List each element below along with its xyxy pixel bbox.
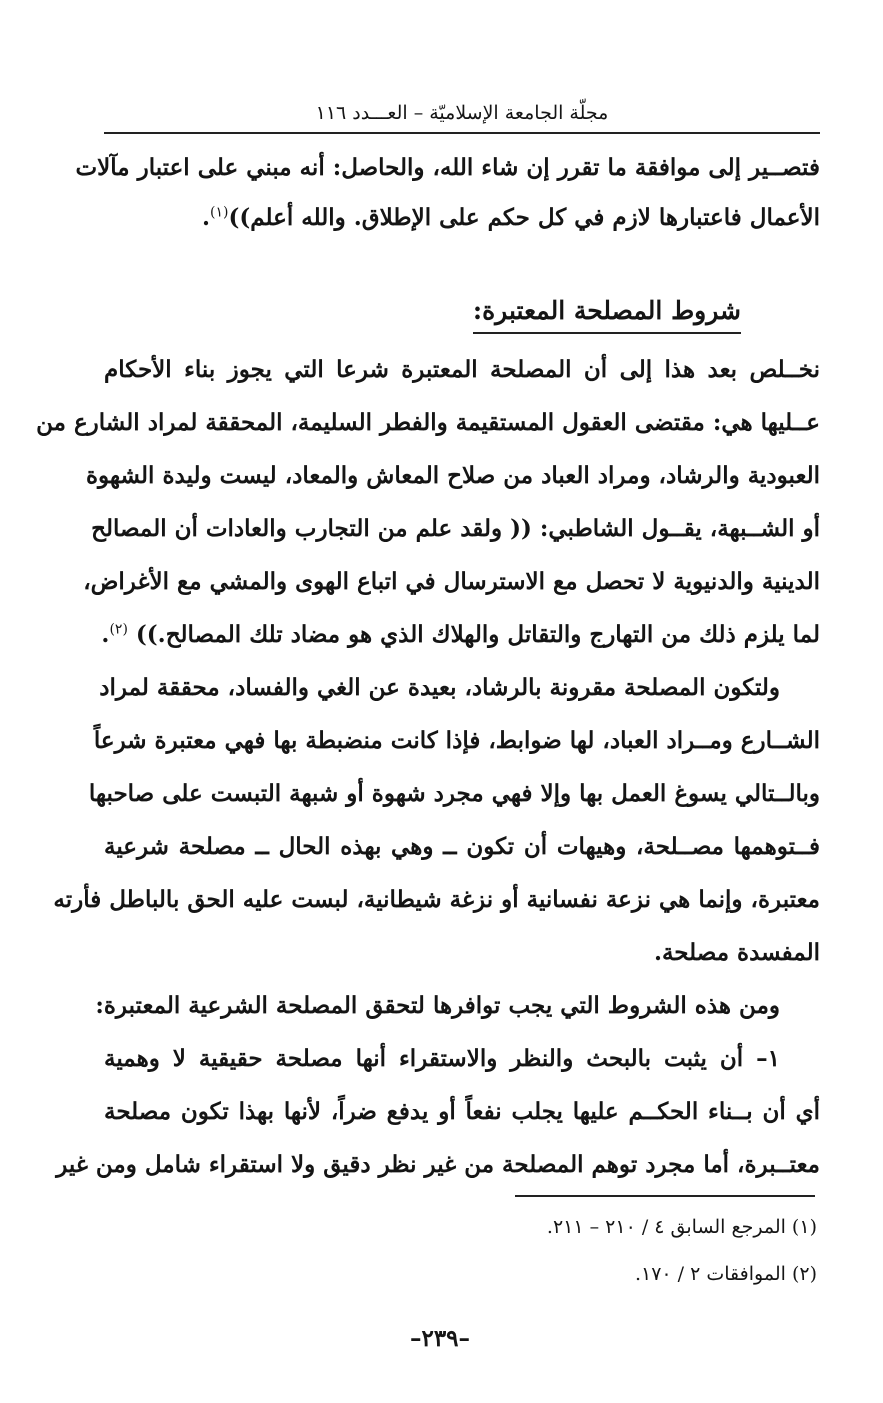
- list-item-line: معتــبرة، أما مجرد توهم المصلحة من غير نظر دقيق ولا استقراء شامل ومن غير: [56, 1151, 820, 1178]
- list-item-line: ١– أن يثبت بالبحث والنظر والاستقراء أنها مصلحة حقيقية لا وهمية: [104, 1045, 780, 1072]
- body-line: أو الشــبهة، يقــول الشاطبي: (( ولقد علم من التجارب والعادات أن المصالح: [91, 515, 820, 542]
- header-divider: [104, 132, 820, 134]
- list-item-line: أي أن بــناء الحكــم عليها يجلب نفعاً أو يدفع ضراً، لأنها بهذا تكون مصلحة: [104, 1098, 820, 1125]
- body-line-text: الأعمال فاعتبارها لازم في كل حكم على الإطلاق. والله أعلم)): [228, 204, 820, 231]
- section-heading: شروط المصلحة المعتبرة:: [473, 290, 741, 334]
- body-line: فتصــير إلى موافقة ما تقرر إن شاء الله، والحاصل: أنه مبني على اعتبار مآلات: [75, 154, 820, 181]
- body-line-with-note: [101, 610, 820, 660]
- sentence-end: .: [101, 621, 110, 648]
- body-line: معتبرة، وإنما هي نزعة نفسانية أو نزغة شيطانية، لبست عليه الحق بالباطل فأرته: [53, 886, 820, 913]
- footnote-ref: (١): [209, 204, 229, 221]
- footnote-divider: [515, 1195, 815, 1197]
- list-intro: ومن هذه الشروط التي يجب توافرها لتحقق المصلحة الشرعية المعتبرة:: [95, 992, 780, 1019]
- body-line: ولتكون المصلحة مقرونة بالرشاد، بعيدة عن الغي والفساد، محققة لمراد: [99, 674, 780, 701]
- footnote: (٢) الموافقات ٢ / ١٧٠.: [634, 1263, 817, 1285]
- footnote: (١) المرجع السابق ٤ / ٢١٠ – ٢١١.: [546, 1216, 817, 1238]
- body-line-with-note: [104, 193, 820, 243]
- sentence-end: .: [201, 204, 210, 231]
- page-number: –٢٣٩–: [409, 1325, 471, 1352]
- body-line: العبودية والرشاد، ومراد العباد من صلاح المعاش والمعاد، ليست وليدة الشهوة: [86, 462, 820, 489]
- body-line: المفسدة مصلحة.: [653, 939, 820, 966]
- journal-header: مجلّة الجامعة الإسلاميّة – العـــدد ١١٦: [315, 102, 609, 124]
- body-line: نخــلص بعد هذا إلى أن المصلحة المعتبرة شرعا التي يجوز بناء الأحكام: [104, 356, 820, 383]
- body-line: الدينية والدنيوية لا تحصل مع الاسترسال في اتباع الهوى والمشي مع الأغراض،: [83, 568, 820, 595]
- body-line: فــتوهمها مصــلحة، وهيهات أن تكون ــ وهي بهذه الحال ــ مصلحة شرعية: [104, 833, 820, 860]
- body-line-text: لما يلزم ذلك من التهارج والتقاتل والهلاك الذي هو مضاد تلك المصالح.)): [135, 621, 820, 648]
- body-line: عــليها هي: مقتضى العقول المستقيمة والفطر السليمة، المحققة لمراد الشارع من: [36, 409, 820, 436]
- footnote-ref: (٢): [109, 621, 128, 638]
- body-line: الشــارع ومــراد العباد، لها ضوابط، فإذا كانت منضبطة بها فهي معتبرة شرعاً: [93, 727, 820, 754]
- body-line: وبالــتالي يسوغ العمل بها وإلا فهي مجرد شهوة أو شبهة التبست على صاحبها: [88, 780, 820, 807]
